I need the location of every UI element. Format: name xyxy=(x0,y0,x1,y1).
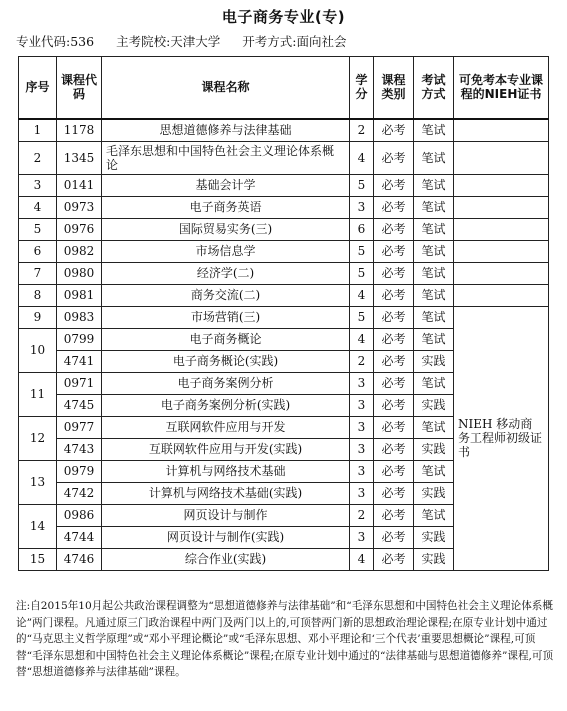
cell-code: 4745 xyxy=(57,394,102,416)
cell-exempt xyxy=(454,284,549,306)
cell-name: 电子商务英语 xyxy=(102,196,350,218)
cell-code: 0141 xyxy=(57,174,102,196)
header-exempt-cert: 可免考本专业课程的NIEH证书 xyxy=(454,57,549,119)
cell-name: 电子商务概论 xyxy=(102,328,350,350)
cell-credit: 3 xyxy=(350,460,374,482)
header-seq: 序号 xyxy=(19,57,57,119)
cell-credit: 5 xyxy=(350,262,374,284)
cell-type: 必考 xyxy=(374,218,414,240)
cell-exam: 笔试 xyxy=(414,416,454,438)
table-row xyxy=(19,196,549,218)
cell-exam: 实践 xyxy=(414,548,454,570)
cell-credit: 2 xyxy=(350,350,374,372)
cell-exam: 笔试 xyxy=(414,141,454,174)
cell-type: 必考 xyxy=(374,141,414,174)
cell-exempt xyxy=(454,240,549,262)
cell-exam: 实践 xyxy=(414,526,454,548)
cell-seq: 1 xyxy=(19,119,57,142)
cell-credit: 6 xyxy=(350,218,374,240)
cell-seq: 9 xyxy=(19,306,57,328)
cell-name: 毛泽东思想和中国特色社会主义理论体系概论 xyxy=(102,141,350,174)
cell-credit: 5 xyxy=(350,240,374,262)
cell-type: 必考 xyxy=(374,394,414,416)
cell-name: 思想道德修养与法律基础 xyxy=(102,119,350,142)
cell-name: 电子商务概论(实践) xyxy=(102,350,350,372)
header-code: 课程代码 xyxy=(57,57,102,119)
table-row xyxy=(19,119,549,142)
cell-code: 0981 xyxy=(57,284,102,306)
cell-exam: 笔试 xyxy=(414,328,454,350)
cell-code: 0986 xyxy=(57,504,102,526)
table-row xyxy=(19,141,549,174)
cell-type: 必考 xyxy=(374,174,414,196)
cell-name: 互联网软件应用与开发 xyxy=(102,416,350,438)
cell-seq: 12 xyxy=(19,416,57,460)
cell-type: 必考 xyxy=(374,526,414,548)
header-credit: 学分 xyxy=(350,57,374,119)
cell-code: 0977 xyxy=(57,416,102,438)
cell-type: 必考 xyxy=(374,482,414,504)
cell-credit: 3 xyxy=(350,196,374,218)
cell-code: 4743 xyxy=(57,438,102,460)
cell-type: 必考 xyxy=(374,372,414,394)
cell-type: 必考 xyxy=(374,328,414,350)
cell-credit: 4 xyxy=(350,141,374,174)
cell-name: 电子商务案例分析(实践) xyxy=(102,394,350,416)
cell-credit: 3 xyxy=(350,372,374,394)
cell-type: 必考 xyxy=(374,119,414,142)
cell-exempt xyxy=(454,218,549,240)
cell-type: 必考 xyxy=(374,350,414,372)
cell-type: 必考 xyxy=(374,240,414,262)
course-table xyxy=(18,56,549,571)
cell-credit: 3 xyxy=(350,526,374,548)
cell-credit: 3 xyxy=(350,438,374,460)
cell-code: 0983 xyxy=(57,306,102,328)
cell-code: 0971 xyxy=(57,372,102,394)
cell-type: 必考 xyxy=(374,284,414,306)
cell-exam: 笔试 xyxy=(414,218,454,240)
cell-type: 必考 xyxy=(374,438,414,460)
cell-exempt xyxy=(454,196,549,218)
cell-exam: 笔试 xyxy=(414,119,454,142)
cell-credit: 3 xyxy=(350,482,374,504)
exam-school: 主考院校:天津大学 xyxy=(116,34,221,49)
cell-exam: 笔试 xyxy=(414,262,454,284)
cell-type: 必考 xyxy=(374,196,414,218)
cell-seq: 13 xyxy=(19,460,57,504)
cell-credit: 2 xyxy=(350,504,374,526)
cell-exempt xyxy=(454,174,549,196)
table-row xyxy=(19,218,549,240)
cell-exempt xyxy=(454,141,549,174)
cell-credit: 5 xyxy=(350,306,374,328)
cell-credit: 5 xyxy=(350,174,374,196)
cell-code: 4744 xyxy=(57,526,102,548)
cell-exam: 实践 xyxy=(414,438,454,460)
cell-credit: 4 xyxy=(350,328,374,350)
cell-seq: 15 xyxy=(19,548,57,570)
cell-seq: 14 xyxy=(19,504,57,548)
cell-name: 商务交流(二) xyxy=(102,284,350,306)
cell-exam: 笔试 xyxy=(414,372,454,394)
table-row xyxy=(19,262,549,284)
cell-seq: 6 xyxy=(19,240,57,262)
cell-name: 国际贸易实务(三) xyxy=(102,218,350,240)
cell-seq: 10 xyxy=(19,328,57,372)
cell-exam: 笔试 xyxy=(414,240,454,262)
cell-exam: 笔试 xyxy=(414,460,454,482)
cell-type: 必考 xyxy=(374,262,414,284)
cell-code: 0976 xyxy=(57,218,102,240)
cell-code: 0980 xyxy=(57,262,102,284)
cell-exempt xyxy=(454,262,549,284)
cell-seq: 11 xyxy=(19,372,57,416)
cell-credit: 3 xyxy=(350,416,374,438)
cell-credit: 4 xyxy=(350,284,374,306)
major-info xyxy=(16,32,364,50)
cell-credit: 2 xyxy=(350,119,374,142)
cell-seq: 2 xyxy=(19,141,57,174)
cell-exempt xyxy=(454,119,549,142)
cell-name: 市场信息学 xyxy=(102,240,350,262)
nieh-certificate: NIEH 移动商务工程师初级证书 xyxy=(454,306,549,570)
table-row xyxy=(19,174,549,196)
header-name: 课程名称 xyxy=(102,57,350,119)
cell-seq: 5 xyxy=(19,218,57,240)
major-code: 专业代码:536 xyxy=(16,34,95,49)
cell-credit: 4 xyxy=(350,548,374,570)
table-row xyxy=(19,284,549,306)
cell-code: 0982 xyxy=(57,240,102,262)
cell-type: 必考 xyxy=(374,306,414,328)
header-exam: 考试方式 xyxy=(414,57,454,119)
cell-type: 必考 xyxy=(374,460,414,482)
cell-code: 1345 xyxy=(57,141,102,174)
cell-code: 0979 xyxy=(57,460,102,482)
cell-name: 综合作业(实践) xyxy=(102,548,350,570)
table-row xyxy=(19,306,549,328)
cell-name: 互联网软件应用与开发(实践) xyxy=(102,438,350,460)
cell-name: 网页设计与制作(实践) xyxy=(102,526,350,548)
page-title: 电子商务专业(专) xyxy=(221,8,346,26)
cell-exam: 实践 xyxy=(414,350,454,372)
cell-type: 必考 xyxy=(374,504,414,526)
table-row xyxy=(19,240,549,262)
header-type: 课程类别 xyxy=(374,57,414,119)
cell-seq: 3 xyxy=(19,174,57,196)
cell-code: 4746 xyxy=(57,548,102,570)
cell-exam: 笔试 xyxy=(414,196,454,218)
cell-exam: 笔试 xyxy=(414,306,454,328)
cell-name: 计算机与网络技术基础(实践) xyxy=(102,482,350,504)
cell-code: 4742 xyxy=(57,482,102,504)
cell-name: 计算机与网络技术基础 xyxy=(102,460,350,482)
cell-name: 基础会计学 xyxy=(102,174,350,196)
cell-type: 必考 xyxy=(374,416,414,438)
cell-code: 0973 xyxy=(57,196,102,218)
cell-name: 网页设计与制作 xyxy=(102,504,350,526)
cell-exam: 笔试 xyxy=(414,504,454,526)
footnote: 注:自2015年10月起公共政治课程调整为“思想道德修养与法律基础”和“毛泽东思想和中国特色社会主义理论体系概论”两门课程。凡通过原三门政治课程中两门及两门以上的,可顶替两门新的思想政治理论课程;在原专业计划中通过的“马克思主义哲学原理”或“邓小平理论概论”或“毛泽东思想、邓小平理论和‘三个代表’重要思想概论”课程,可顶替“毛泽东思想和中国特色社会主义理论体系概论”课程;在原专业计划中通过的“法律基础与思想道德修养”课程,可顶替“思想道德修养与法律基础”课程。 xyxy=(16,600,554,679)
cell-exam: 实践 xyxy=(414,482,454,504)
cell-exam: 笔试 xyxy=(414,174,454,196)
cell-type: 必考 xyxy=(374,548,414,570)
cell-seq: 4 xyxy=(19,196,57,218)
cell-credit: 3 xyxy=(350,394,374,416)
cell-name: 电子商务案例分析 xyxy=(102,372,350,394)
cell-seq: 7 xyxy=(19,262,57,284)
cell-exam: 实践 xyxy=(414,394,454,416)
cell-code: 4741 xyxy=(57,350,102,372)
cell-name: 市场营销(三) xyxy=(102,306,350,328)
cell-name: 经济学(二) xyxy=(102,262,350,284)
cell-code: 1178 xyxy=(57,119,102,142)
exam-mode: 开考方式:面向社会 xyxy=(242,34,347,49)
cell-seq: 8 xyxy=(19,284,57,306)
cell-code: 0799 xyxy=(57,328,102,350)
cell-exam: 笔试 xyxy=(414,284,454,306)
